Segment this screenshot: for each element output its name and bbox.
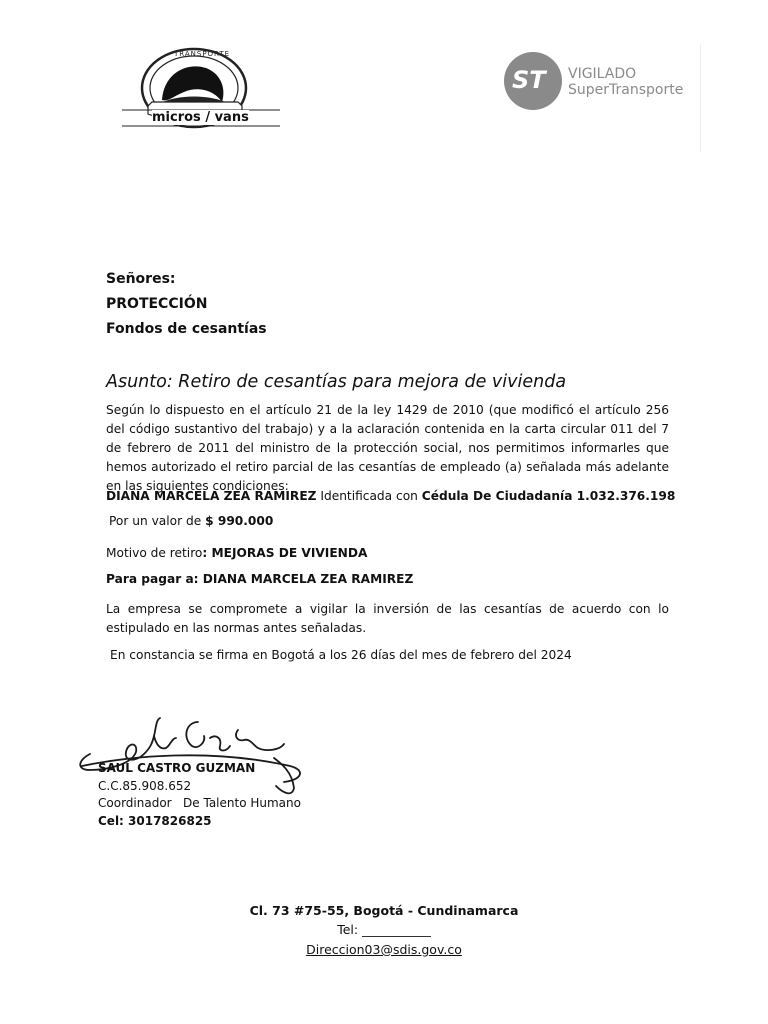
intro-paragraph: Según lo dispuesto en el artículo 21 de la ley 1429 de 2010 (que modificó el artículo 256 del código sustantivo del trabajo) y a la aclaración contenida en la carta circular 011 del 7 de febrero de 2011 del ministro de la protección social, nos permitimos informarles que hemos autorizado el retiro parcial de las cesantías de empleado (a) señalada más adelante en las siguientes condiciones: xyxy=(106,403,669,493)
company-logo xyxy=(118,44,288,136)
recipient-department: Fondos de cesantías xyxy=(106,321,267,337)
amount-value: $ 990.000 xyxy=(205,514,274,528)
reason-line xyxy=(106,546,367,560)
employee-id-document: Cédula De Ciudadanía 1.032.376.198 xyxy=(421,489,676,503)
signatory-id: C.C.85.908.652 xyxy=(98,779,192,793)
signatory-phone: Cel: 3017826825 xyxy=(98,814,212,828)
employee-line xyxy=(106,489,675,503)
footer-tel-label: Tel: xyxy=(337,922,359,937)
closing-line: En constancia se firma en Bogotá a los 26 días del mes de febrero del 2024 xyxy=(110,648,572,662)
reason-value: : MEJORAS DE VIVIENDA xyxy=(202,546,368,560)
footer-address: Cl. 73 #75-55, Bogotá - Cundinamarca xyxy=(249,903,519,918)
supertransporte-logo xyxy=(500,44,705,152)
employee-name: DIANA MARCELA ZEA RAMIREZ xyxy=(106,489,317,503)
logo-ring-text: TRANSPORTE xyxy=(174,50,231,58)
vigilado-text: VIGILADO xyxy=(568,66,637,82)
subject-line: Asunto: Retiro de cesantías para mejora de vivienda xyxy=(106,372,567,392)
footer-tel-blank: ___________ xyxy=(362,922,431,937)
logo-brand-text: micros / vans xyxy=(152,110,249,125)
commitment-paragraph: La empresa se compromete a vigilar la inversión de las cesantías de acuerdo con lo estipulado en las normas antes señaladas. xyxy=(106,602,669,635)
divider xyxy=(700,44,701,152)
supertransporte-text: SuperTransporte xyxy=(568,82,684,98)
signatory-name: SAUL CASTRO GUZMAN xyxy=(98,761,256,775)
footer-email-link[interactable]: Direccion03@sdis.gov.co xyxy=(306,942,462,957)
signatory-role: Coordinador De Talento Humano xyxy=(98,796,301,810)
salutation: Señores: xyxy=(106,271,176,287)
reason-label: Motivo de retiro xyxy=(106,546,203,560)
recipient-company: PROTECCIÓN xyxy=(106,296,208,312)
footer-email-row xyxy=(0,942,768,957)
amount-line xyxy=(109,514,273,528)
handwritten-signature xyxy=(70,708,310,808)
amount-label: Por un valor de xyxy=(109,514,202,528)
employee-id-text: Identificada con xyxy=(320,489,418,503)
footer-tel xyxy=(0,922,768,937)
supertransporte-mark: ST xyxy=(512,66,546,94)
pay-to-line: Para pagar a: DIANA MARCELA ZEA RAMIREZ xyxy=(106,572,414,586)
